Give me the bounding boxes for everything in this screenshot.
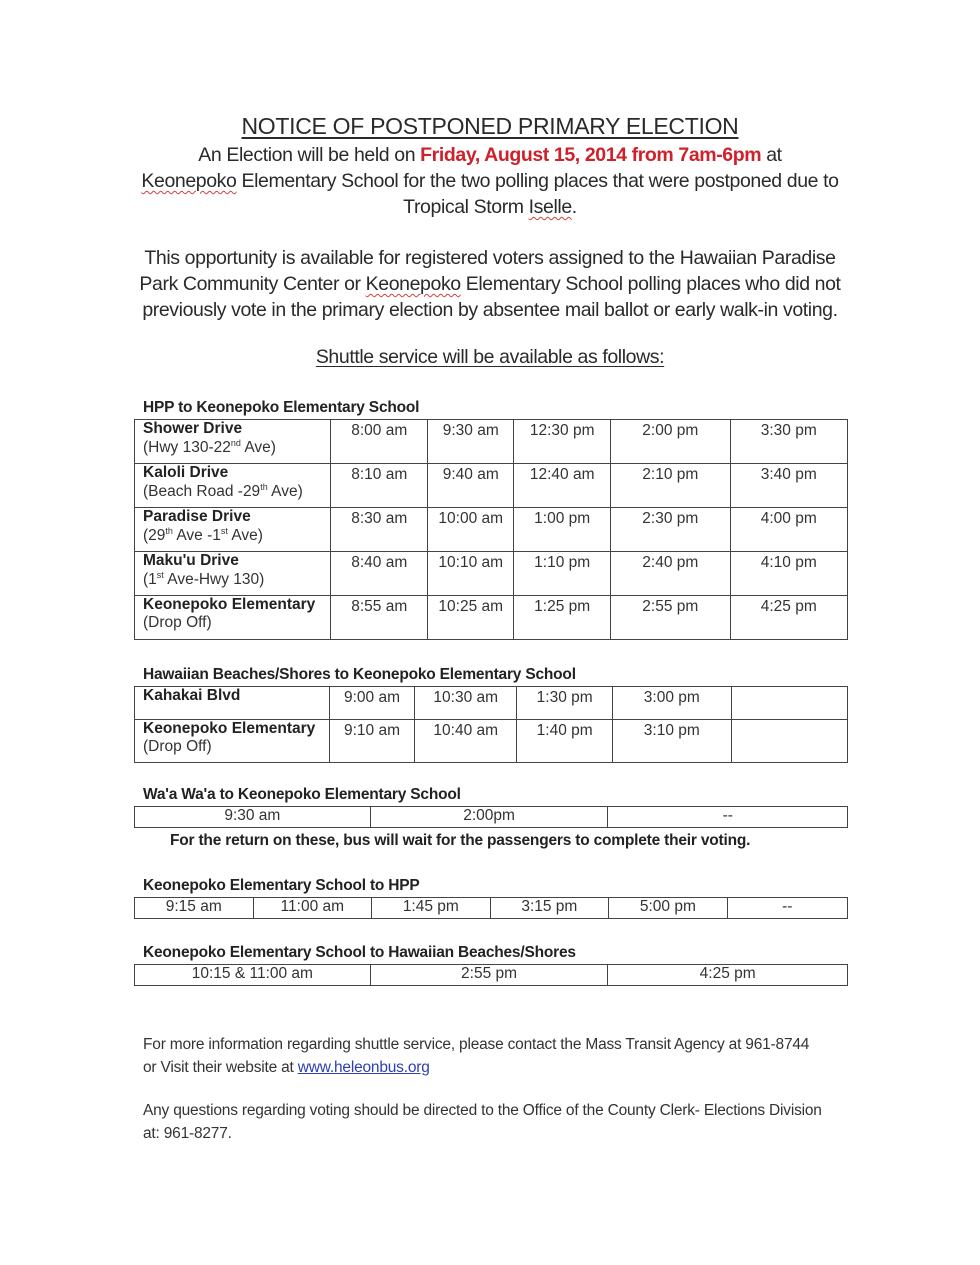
- waawaa-route-title: Wa'a Wa'a to Keonepoko Elementary School: [143, 786, 461, 803]
- departure-time: 3:10 pm: [613, 720, 731, 763]
- departure-time: 10:15 & 11:00 am: [135, 965, 371, 986]
- transit-website-link[interactable]: www.heleonbus.org: [297, 1059, 430, 1076]
- stop-location: (Beach Road -29th Ave): [143, 482, 303, 501]
- departure-time: [731, 687, 847, 720]
- election-date-highlight: Friday, August 15, 2014 from 7am-6pm: [420, 144, 762, 166]
- departure-time: 10:30 am: [415, 687, 517, 720]
- eligibility-text: This opportunity is available for registered voters assigned to the Hawaiian Paradise Park Community Center or: [139, 247, 836, 295]
- intro-text: at: [761, 144, 782, 166]
- stop-name: Shower Drive: [143, 420, 243, 437]
- departure-time: 4:00 pm: [730, 508, 847, 552]
- intro-text: Elementary School for the two polling places that were postponed due to Tropical Storm: [236, 170, 839, 218]
- hpp-route-table: [134, 419, 848, 640]
- departure-time: 2:55 pm: [611, 596, 731, 640]
- transit-info: [143, 1033, 823, 1079]
- departure-time: 2:00pm: [370, 807, 608, 828]
- schedule-row: [135, 965, 848, 986]
- schedule-row: [135, 552, 848, 596]
- departure-time: 12:40 am: [514, 464, 611, 508]
- school-name: Keonepoko: [141, 170, 237, 192]
- stop-name-cell: [135, 720, 330, 763]
- departure-time: 3:40 pm: [730, 464, 847, 508]
- departure-time: 8:30 am: [331, 508, 428, 552]
- departure-time: 9:10 am: [329, 720, 415, 763]
- notice-title: NOTICE OF POSTPONED PRIMARY ELECTION: [241, 113, 739, 139]
- departure-time: 11:00 am: [253, 898, 372, 919]
- return-hpp-title: Keonepoko Elementary School to HPP: [143, 877, 420, 894]
- schedule-row: [135, 807, 848, 828]
- departure-time: --: [608, 807, 848, 828]
- stop-name-cell: [135, 508, 331, 552]
- stop-name-cell: [135, 420, 331, 464]
- clerk-info: Any questions regarding voting should be directed to the Office of the County Clerk- Elections Division at: 961-8277.: [143, 1102, 822, 1142]
- departure-time: 12:30 pm: [514, 420, 611, 464]
- waawaa-route-table: [134, 806, 848, 828]
- departure-time: 2:40 pm: [611, 552, 731, 596]
- departure-time: 8:10 am: [331, 464, 428, 508]
- stop-name: Keonepoko Elementary: [143, 720, 316, 737]
- departure-time: 2:30 pm: [611, 508, 731, 552]
- departure-time: 4:10 pm: [730, 552, 847, 596]
- departure-time: 9:40 am: [428, 464, 514, 508]
- beaches-route-title: Hawaiian Beaches/Shores to Keonepoko Elementary School: [143, 666, 576, 683]
- shuttle-heading: Shuttle service will be available as follows:: [315, 346, 665, 368]
- return-beaches-title: Keonepoko Elementary School to Hawaiian Beaches/Shores: [143, 944, 576, 961]
- departure-time: 4:25 pm: [608, 965, 848, 986]
- departure-time: 8:00 am: [331, 420, 428, 464]
- schedule-row: [135, 420, 848, 464]
- departure-time: 3:30 pm: [730, 420, 847, 464]
- stop-name: Kaloli Drive: [143, 464, 229, 481]
- stop-location: (Drop Off): [143, 614, 212, 631]
- departure-time: [731, 720, 847, 763]
- departure-time: 1:00 pm: [514, 508, 611, 552]
- stop-name: Kahakai Blvd: [143, 687, 241, 704]
- intro-text: An Election will be held on: [198, 144, 421, 166]
- departure-time: 10:00 am: [428, 508, 514, 552]
- stop-location: (29th Ave -1st Ave): [143, 526, 263, 545]
- departure-time: 10:25 am: [428, 596, 514, 640]
- eligibility-text: Elementary School polling places who did not previously vote in the primary election by absentee mail ballot or early walk-in voting.: [142, 273, 841, 321]
- stop-name-cell: [135, 552, 331, 596]
- departure-time: 2:55 pm: [370, 965, 608, 986]
- departure-time: 9:15 am: [135, 898, 254, 919]
- stop-name: Paradise Drive: [143, 508, 251, 525]
- schedule-row: [135, 508, 848, 552]
- storm-name: Iselle: [528, 196, 572, 218]
- stop-name-cell: [135, 464, 331, 508]
- schedule-row: [135, 898, 848, 919]
- eligibility-paragraph: [130, 245, 850, 323]
- departure-time: 1:10 pm: [514, 552, 611, 596]
- schedule-row: [135, 596, 848, 640]
- departure-time: 5:00 pm: [609, 898, 728, 919]
- stop-location: (Hwy 130-22nd Ave): [143, 438, 276, 457]
- stop-name-cell: [135, 596, 331, 640]
- beaches-route-table: [134, 686, 848, 763]
- departure-time: 9:30 am: [135, 807, 371, 828]
- departure-time: 2:10 pm: [611, 464, 731, 508]
- hpp-route-title: HPP to Keonepoko Elementary School: [143, 399, 420, 416]
- departure-time: 1:25 pm: [514, 596, 611, 640]
- return-hpp-table: [134, 897, 848, 919]
- stop-location: (1st Ave-Hwy 130): [143, 570, 265, 589]
- return-beaches-table: [134, 964, 848, 986]
- departure-time: 3:00 pm: [613, 687, 731, 720]
- departure-time: 3:15 pm: [490, 898, 609, 919]
- departure-time: 10:10 am: [428, 552, 514, 596]
- stop-location: (Drop Off): [143, 738, 212, 755]
- departure-time: 2:00 pm: [611, 420, 731, 464]
- departure-time: 9:30 am: [428, 420, 514, 464]
- transit-text: For more information regarding shuttle service, please contact the Mass Transit Agency at 961-8744 or Visit their website at: [143, 1036, 810, 1076]
- departure-time: 1:30 pm: [517, 687, 613, 720]
- stop-name-cell: [135, 687, 330, 720]
- departure-time: 1:40 pm: [517, 720, 613, 763]
- stop-name: Keonepoko Elementary: [143, 596, 316, 613]
- schedule-row: [135, 464, 848, 508]
- schedule-row: [135, 720, 848, 763]
- departure-time: --: [727, 898, 847, 919]
- stop-name: Maku'u Drive: [143, 552, 239, 569]
- intro-text: .: [571, 196, 577, 218]
- schedule-row: [135, 687, 848, 720]
- departure-time: 4:25 pm: [730, 596, 847, 640]
- election-intro: [120, 142, 860, 220]
- departure-time: 1:45 pm: [372, 898, 491, 919]
- departure-time: 10:40 am: [415, 720, 517, 763]
- departure-time: 8:40 am: [331, 552, 428, 596]
- return-note: For the return on these, bus will wait for the passengers to complete their voting.: [170, 832, 751, 849]
- departure-time: 8:55 am: [331, 596, 428, 640]
- departure-time: 9:00 am: [329, 687, 415, 720]
- school-name: Keonepoko: [365, 273, 461, 295]
